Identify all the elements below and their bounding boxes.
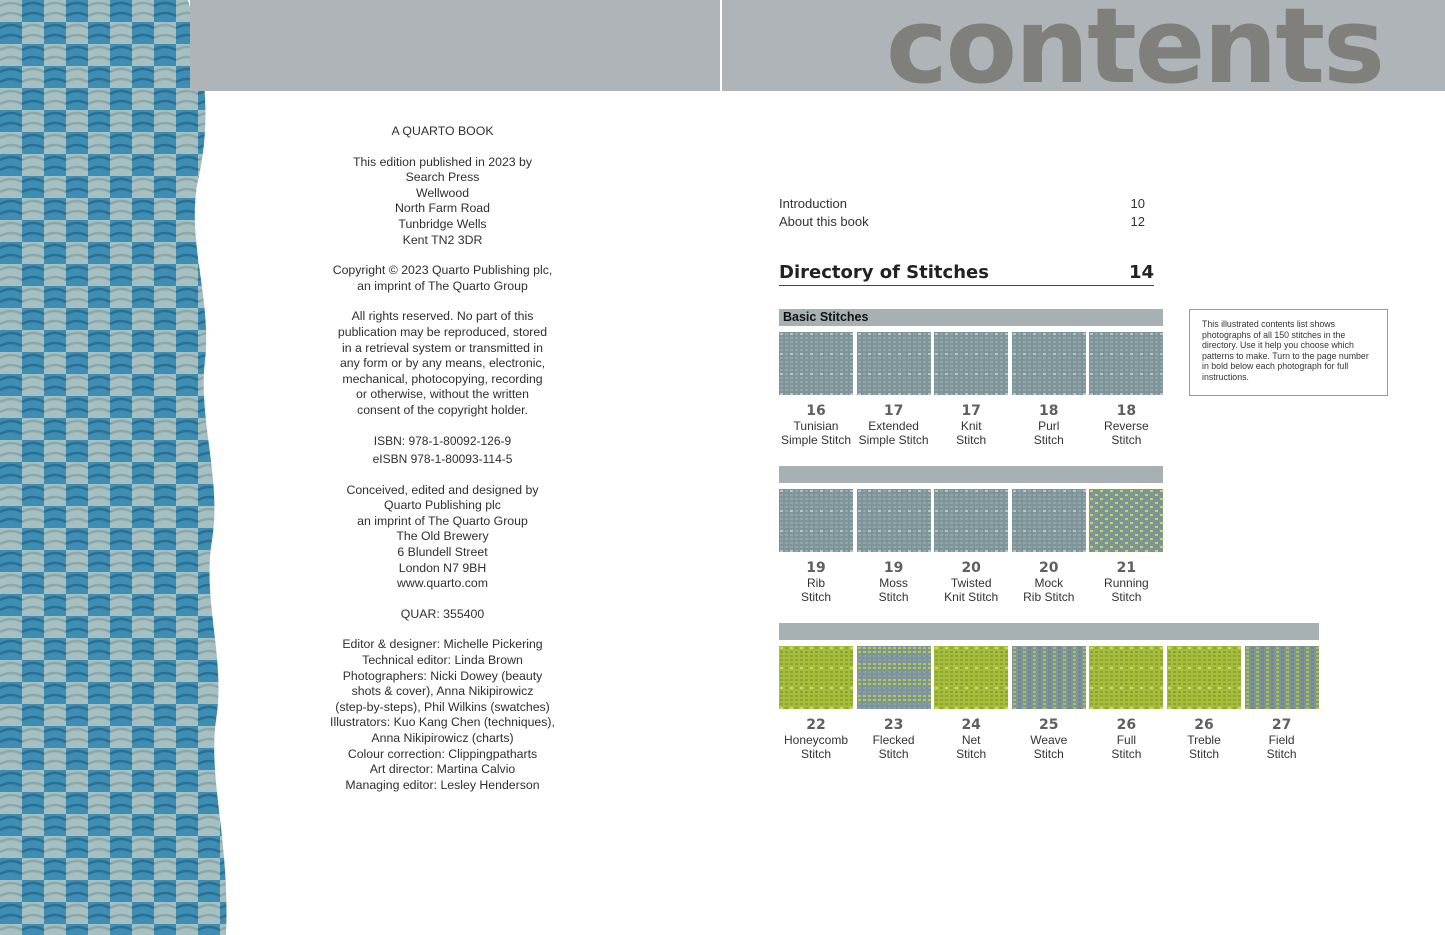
stitch-swatch-photo bbox=[1012, 646, 1086, 709]
stitch-name-line: Net bbox=[961, 733, 981, 747]
conceived-line: an imprint of The Quarto Group bbox=[357, 513, 528, 528]
edition-line: This edition published in 2023 by bbox=[352, 154, 533, 169]
credit-line: Anna Nikipirowicz (charts) bbox=[371, 731, 514, 745]
edition-line: North Farm Road bbox=[395, 201, 490, 216]
stitch-entry[interactable] bbox=[932, 646, 1010, 761]
stitch-name-line: Knit bbox=[960, 419, 982, 433]
rights-line: any form or by any means, electronic, bbox=[339, 356, 546, 371]
stitch-page-number: 18 bbox=[1116, 403, 1137, 419]
stitch-name-line: Simple Stitch bbox=[780, 433, 852, 447]
quar-code: QUAR: 355400 bbox=[400, 606, 485, 621]
stitch-page-number: 16 bbox=[806, 403, 826, 419]
stitch-name-line: Knit Stitch bbox=[944, 590, 999, 604]
stitch-name-line: Stitch bbox=[800, 590, 831, 604]
conceived-line: Quarto Publishing plc bbox=[384, 498, 501, 513]
section-bar-basic: Basic Stitches bbox=[779, 309, 1163, 326]
stitch-entry[interactable] bbox=[1087, 646, 1165, 761]
stitch-swatch-photo bbox=[1167, 646, 1241, 709]
stitch-swatch-photo bbox=[1012, 489, 1086, 552]
section-bar-2 bbox=[779, 466, 1163, 483]
stitch-page-number: 26 bbox=[1116, 717, 1137, 733]
toc-entry-introduction[interactable] bbox=[779, 195, 1145, 213]
stitch-name-line: Stitch bbox=[878, 590, 909, 604]
stitch-swatch-photo bbox=[1245, 646, 1319, 709]
conceived-line: The Old Brewery bbox=[396, 529, 489, 544]
stitch-entry[interactable] bbox=[932, 489, 1010, 604]
toc-list bbox=[779, 195, 1145, 230]
stitch-swatch-photo bbox=[857, 332, 931, 395]
stitch-swatch-photo bbox=[934, 489, 1008, 552]
conceived-block bbox=[300, 483, 585, 592]
stitch-entry[interactable] bbox=[932, 332, 1010, 447]
stitch-name-line: Stitch bbox=[956, 433, 987, 447]
rights-line: consent of the copyright holder. bbox=[357, 402, 528, 417]
credit-line: (step-by-steps), Phil Wilkins (swatches) bbox=[335, 699, 550, 714]
stitch-page-number: 20 bbox=[1039, 560, 1059, 576]
credit-line: Illustrators: Kuo Kang Chen (techniques), bbox=[330, 715, 555, 730]
stitch-page-number: 22 bbox=[806, 717, 826, 733]
credit-line: Editor & designer: Michelle Pickering bbox=[342, 637, 543, 652]
stitch-entry[interactable] bbox=[777, 489, 855, 604]
credit-line: Technical editor: Linda Brown bbox=[362, 653, 523, 668]
stitch-name-line: Treble bbox=[1187, 733, 1221, 747]
credit-line: shots & cover), Anna Nikipirowicz bbox=[351, 684, 534, 699]
directory-label: Directory of Stitches bbox=[779, 262, 989, 283]
credit-line: Managing editor: Lesley Henderson bbox=[345, 777, 540, 792]
stitch-name-line: Full bbox=[1116, 733, 1137, 747]
header-band-left bbox=[190, 0, 720, 91]
stitch-entry[interactable] bbox=[1243, 646, 1321, 761]
copyright-line: Copyright © 2023 Quarto Publishing plc, bbox=[332, 263, 553, 278]
conceived-line: www.quarto.com bbox=[397, 576, 488, 591]
stitch-swatch-photo bbox=[934, 646, 1008, 709]
toc-page: 10 bbox=[1130, 196, 1145, 211]
stitch-name-line: Stitch bbox=[800, 747, 831, 761]
copyright-block bbox=[300, 263, 585, 294]
toc-entry-about[interactable] bbox=[779, 213, 1145, 231]
stitch-page-number: 19 bbox=[883, 560, 904, 576]
eisbn: eISBN 978-1-80093-114-5 bbox=[372, 452, 513, 467]
stitch-name-line: Purl bbox=[1038, 419, 1060, 433]
stitch-page-number: 19 bbox=[806, 560, 826, 576]
stitch-name-line: Stitch bbox=[878, 747, 909, 761]
credit-line: Art director: Martina Calvio bbox=[369, 762, 516, 777]
publisher-line: A QUARTO BOOK bbox=[391, 124, 494, 138]
stitch-swatch-photo bbox=[779, 646, 853, 709]
toc-label: About this book bbox=[779, 213, 869, 229]
directory-page: 14 bbox=[1128, 262, 1154, 283]
toc-label: Introduction bbox=[779, 196, 847, 211]
stitch-page-number: 23 bbox=[883, 717, 904, 733]
edition-line: Kent TN2 3DR bbox=[402, 232, 483, 247]
stitch-swatch-photo bbox=[857, 646, 931, 709]
edition-line: Wellwood bbox=[415, 185, 470, 200]
credit-line: Colour correction: Clippingpatharts bbox=[347, 746, 538, 761]
credit-line: Photographers: Nicki Dowey (beauty bbox=[342, 668, 543, 683]
stitch-swatch-photo bbox=[779, 332, 853, 395]
edition-line: Search Press bbox=[405, 170, 480, 185]
credits-block bbox=[300, 637, 585, 793]
stitch-swatch-photo bbox=[1089, 332, 1163, 395]
imprint-page bbox=[300, 124, 585, 808]
rights-line: in a retrieval system or transmitted in bbox=[342, 340, 543, 355]
directory-heading[interactable] bbox=[779, 262, 1154, 286]
stitch-entry[interactable] bbox=[1010, 489, 1088, 604]
stitch-name-line: Moss bbox=[879, 576, 908, 590]
stitch-entry[interactable] bbox=[777, 646, 855, 761]
rights-block bbox=[300, 309, 585, 418]
stitch-name-line: Extended bbox=[868, 419, 919, 433]
stitch-name-line: Running bbox=[1104, 576, 1149, 590]
edition-line: Tunbridge Wells bbox=[398, 216, 487, 231]
stitch-swatch-photo bbox=[857, 489, 931, 552]
rights-line: mechanical, photocopying, recording bbox=[342, 371, 543, 386]
stitch-entry[interactable] bbox=[855, 646, 933, 761]
stitch-entry[interactable] bbox=[777, 332, 855, 447]
stitch-entry[interactable] bbox=[1087, 332, 1165, 447]
stitch-name-line: Reverse bbox=[1104, 419, 1149, 433]
stitch-name-line: Stitch bbox=[1266, 747, 1297, 761]
stitch-swatch-photo bbox=[1012, 332, 1086, 395]
stitch-entry[interactable] bbox=[1165, 646, 1243, 761]
stitch-name-line: Field bbox=[1268, 733, 1295, 747]
stitch-name-line: Rib bbox=[806, 576, 825, 590]
stitch-page-number: 26 bbox=[1194, 717, 1214, 733]
stitch-swatch-photo bbox=[1089, 646, 1163, 709]
stitch-name-line: Mock bbox=[1034, 576, 1064, 590]
stitch-swatch-photo bbox=[1089, 489, 1163, 552]
stitch-entry[interactable] bbox=[1010, 332, 1088, 447]
page-title: contents bbox=[885, 0, 1383, 107]
stitch-page-number: 21 bbox=[1116, 560, 1137, 576]
stitch-name-line: Stitch bbox=[1033, 433, 1064, 447]
rights-line: All rights reserved. No part of this bbox=[351, 309, 534, 324]
stitch-swatch-photo bbox=[934, 332, 1008, 395]
stitch-entry[interactable] bbox=[1010, 646, 1088, 761]
toc-page: 12 bbox=[1130, 213, 1145, 229]
section-bar-3 bbox=[779, 623, 1319, 640]
stitch-name-line: Rib Stitch bbox=[1023, 590, 1075, 604]
stitch-page-number: 24 bbox=[961, 717, 981, 733]
stitch-name-line: Honeycomb bbox=[783, 733, 849, 747]
copyright-line: an imprint of The Quarto Group bbox=[357, 278, 528, 293]
stitch-page-number: 17 bbox=[883, 403, 904, 419]
conceived-line: Conceived, edited and designed by bbox=[346, 482, 539, 497]
stitch-entry[interactable] bbox=[855, 332, 933, 447]
stitch-name-line: Simple Stitch bbox=[858, 433, 929, 447]
stitch-page-number: 20 bbox=[961, 560, 981, 576]
stitch-page-number: 25 bbox=[1039, 717, 1059, 733]
stitch-page-number: 18 bbox=[1039, 403, 1059, 419]
stitch-name-line: Weave bbox=[1030, 733, 1068, 747]
stitch-name-line: Stitch bbox=[1188, 747, 1219, 761]
conceived-line: London N7 9BH bbox=[398, 560, 487, 575]
contents-note: This illustrated contents list shows photographs of all 150 stitches in the directory. Use it help you choose which patterns to make. Turn to the page number in bold below each photograph for full instructions. bbox=[1189, 309, 1388, 396]
stitch-name-line: Stitch bbox=[1033, 747, 1064, 761]
stitch-name-line: Stitch bbox=[1111, 433, 1142, 447]
stitch-page-number: 17 bbox=[961, 403, 981, 419]
rights-line: publication may be reproduced, stored bbox=[337, 324, 548, 339]
isbn: ISBN: 978-1-80092-126-9 bbox=[373, 433, 512, 448]
stitch-name-line: Stitch bbox=[1111, 590, 1142, 604]
rights-line: or otherwise, without the written bbox=[356, 387, 529, 402]
stitch-name-line: Stitch bbox=[956, 747, 987, 761]
stitch-name-line: Flecked bbox=[872, 733, 915, 747]
stitch-swatch-photo bbox=[779, 489, 853, 552]
stitch-entry[interactable] bbox=[855, 489, 933, 604]
stitch-name-line: Twisted bbox=[950, 576, 992, 590]
knitted-fabric-photo bbox=[0, 0, 235, 935]
stitch-entry[interactable] bbox=[1087, 489, 1165, 604]
edition-block bbox=[300, 155, 585, 249]
stitch-name-line: Stitch bbox=[1111, 747, 1142, 761]
stitch-name-line: Tunisian bbox=[793, 419, 839, 433]
conceived-line: 6 Blundell Street bbox=[397, 545, 488, 560]
stitch-page-number: 27 bbox=[1271, 717, 1292, 733]
